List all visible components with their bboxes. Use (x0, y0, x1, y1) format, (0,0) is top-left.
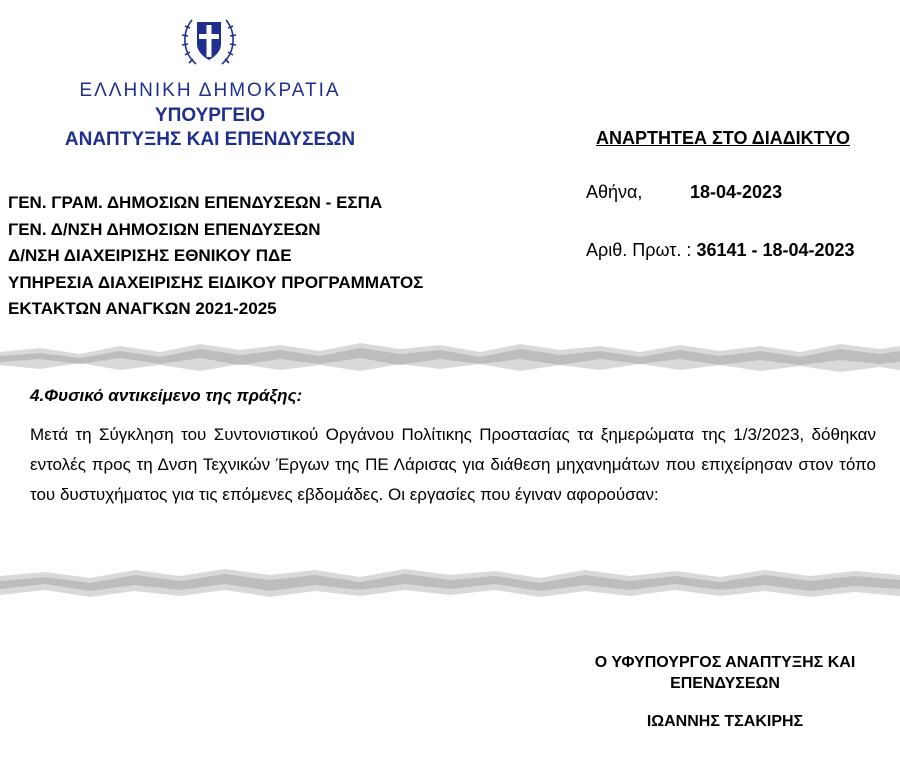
division-line: ΕΚΤΑΚΤΩΝ ΑΝΑΓΚΩΝ 2021-2025 (8, 299, 277, 318)
protocol-number (586, 240, 855, 261)
ministry-subtitle: ΑΝΑΠΤΥΞΗΣ ΚΑΙ ΕΠΕΝΔΥΣΕΩΝ (64, 129, 356, 150)
division-line: ΓΕΝ. ΓΡΑΜ. ΔΗΜΟΣΙΩΝ ΕΠΕΝΔΥΣΕΩΝ - ΕΣΠΑ (8, 193, 383, 212)
signatory-title-line: ΕΠΕΝΔΥΣΕΩΝ (670, 675, 780, 692)
date-label: Αθήνα, (586, 182, 643, 202)
division-list (8, 190, 423, 323)
coat-of-arms-icon (178, 10, 240, 72)
section-body: Μετά τη Σύγκληση του Συντονιστικού Οργάνου Πολίτικης Προστασίας τα ξημερώματα της 1/3/2023, δόθηκαν εντολές προς τη Δνση Τεχνικών Έργων της ΠΕ Λάρισας για διάθεση μηχανημάτων που επιχείρησαν στον τόπο του δυστυχήματος για τις επόμενες εβδομάδες. Οι εργασίες που έγιναν αφορούσαν: (30, 425, 876, 504)
posting-notice: ΑΝΑΡΤΗΤΕΑ ΣΤΟ ΔΙΑΔΙΚΤΥΟ (596, 128, 850, 148)
document-date (586, 182, 782, 203)
protocol-value: 36141 - 18-04-2023 (696, 240, 855, 260)
country-name: ΕΛΛΗΝΙΚΗ ΔΗΜΟΚΡΑΤΙΑ (79, 80, 341, 101)
torn-paper-edge (0, 334, 900, 378)
date-value: 18-04-2023 (690, 182, 783, 202)
signatory-title-line: Ο ΥΦΥΠΟΥΡΓΟΣ ΑΝΑΠΤΥΞΗΣ ΚΑΙ (594, 654, 856, 671)
division-line: ΓΕΝ. Δ/ΝΣΗ ΔΗΜΟΣΙΩΝ ΕΠΕΝΔΥΣΕΩΝ (8, 219, 321, 239)
torn-paper-edge (0, 556, 900, 606)
ministry-title: ΥΠΟΥΡΓΕΙΟ (154, 105, 266, 126)
section-title: 4.Φυσικό αντικείμενο της πράξης: (30, 386, 303, 405)
signatory-name: ΙΩΑΝΝΗΣ ΤΣΑΚΙΡΗΣ (646, 713, 804, 730)
signatory-title (560, 652, 890, 694)
division-line: Δ/ΝΣΗ ΔΙΑΧΕΙΡΙΣΗΣ ΕΘΝΙΚΟΥ ΠΔΕ (8, 246, 292, 265)
division-line: ΥΠΗΡΕΣΙΑ ΔΙΑΧΕΙΡΙΣΗΣ ΕΙΔΙΚΟΥ ΠΡΟΓΡΑΜΜΑΤΟΣ (8, 272, 424, 292)
protocol-label: Αριθ. Πρωτ. : (586, 240, 692, 260)
